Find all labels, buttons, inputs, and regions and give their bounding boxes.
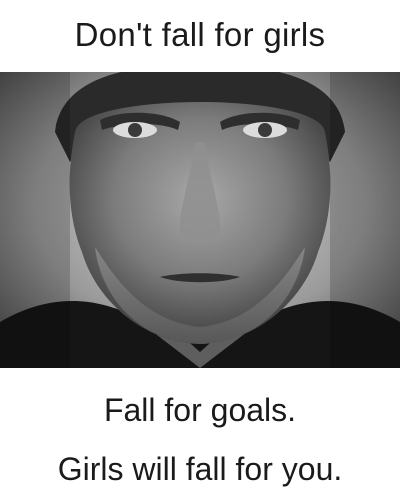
left-iris-shape: [128, 123, 142, 137]
portrait-photo-icon: [0, 72, 400, 368]
top-caption: Don't fall for girls: [74, 16, 326, 53]
left-shade: [0, 72, 70, 368]
bottom-caption-line-1: Fall for goals.: [103, 391, 297, 428]
bottom-caption-line-2: Girls will fall for you.: [57, 450, 343, 487]
right-iris-shape: [258, 123, 272, 137]
right-shade: [330, 72, 400, 368]
portrait-photo: [0, 72, 400, 368]
